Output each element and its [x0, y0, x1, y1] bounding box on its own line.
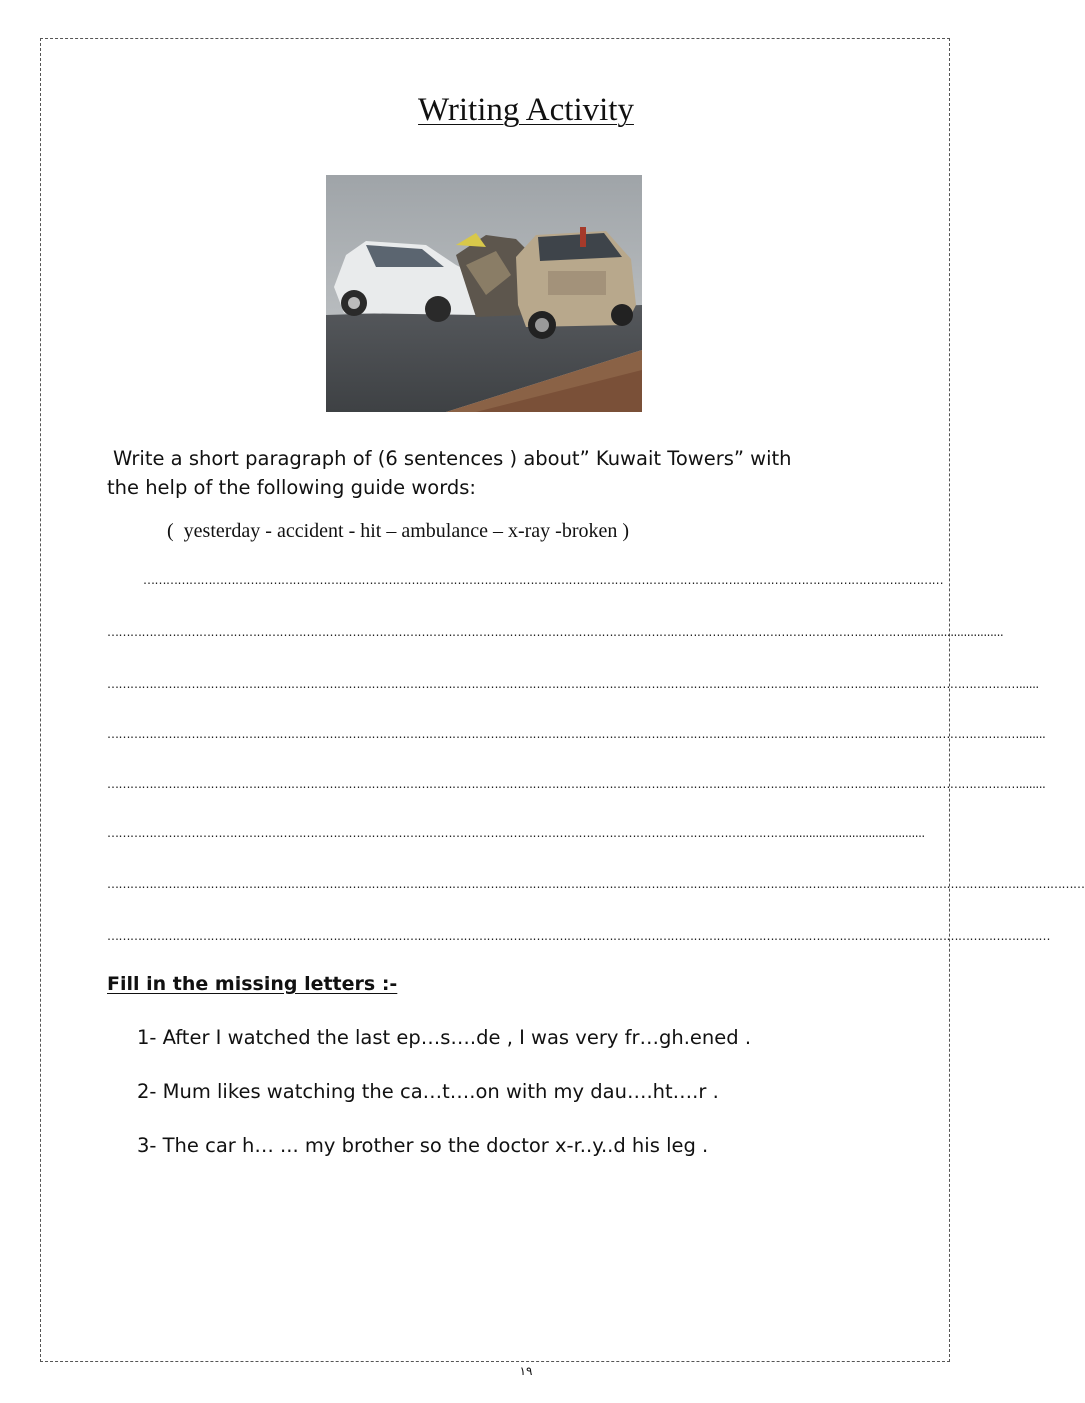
prompt-line-1: Write a short paragraph of (6 sentences ) about” Kuwait Towers” with — [113, 447, 792, 470]
writing-line-7[interactable]: ………………………………………………………………………………………………………………………………………………………………………………………………………………………………… — [107, 877, 1085, 891]
writing-line-5[interactable]: …………………………………………………………………………………………………………………………………………………………….……………………………………………………........ — [107, 777, 1046, 791]
writing-line-4[interactable]: …………………………………………………………………………………………………………………………………………………………….……………………………………………………........ — [107, 727, 1046, 741]
accident-photo — [326, 175, 642, 412]
guide-words: ( yesterday - accident - hit – ambulance – x-ray -broken ) — [167, 520, 630, 542]
page-number: ١٩ — [519, 1364, 533, 1378]
page-title: Writing Activity — [418, 92, 634, 128]
writing-line-6[interactable]: …………………………………………………………………………………………………………………………………………………………….......................................... — [107, 826, 925, 840]
prompt-line-2: the help of the following guide words: — [107, 476, 476, 499]
writing-line-1[interactable]: …………………………………………………………………………………………………………………………………..…………………………………………………… — [143, 573, 944, 587]
exercise-item-2: 2- Mum likes watching the ca…t….on with my dau….ht….r . — [137, 1080, 719, 1103]
writing-prompt — [107, 444, 887, 502]
writing-line-2[interactable]: ………………………………………………………………………………………………………………………………….…………………………………………………….............................. — [107, 625, 1004, 639]
exercise-item-1: 1- After I watched the last ep…s….de , I was very fr…gh.ened . — [137, 1026, 752, 1049]
exercise-item-3: 3- The car h… ... my brother so the doctor x-r..y..d his leg . — [137, 1134, 709, 1157]
writing-line-3[interactable]: …………………………………………………………………………………………………………………………………………………………….……………………………………………………...... — [107, 677, 1039, 691]
fill-in-heading: Fill in the missing letters :- — [107, 973, 398, 995]
writing-line-8[interactable]: ………………………………………………………………………………………………………………………………………………………………………………………………………………………… — [107, 929, 1050, 943]
